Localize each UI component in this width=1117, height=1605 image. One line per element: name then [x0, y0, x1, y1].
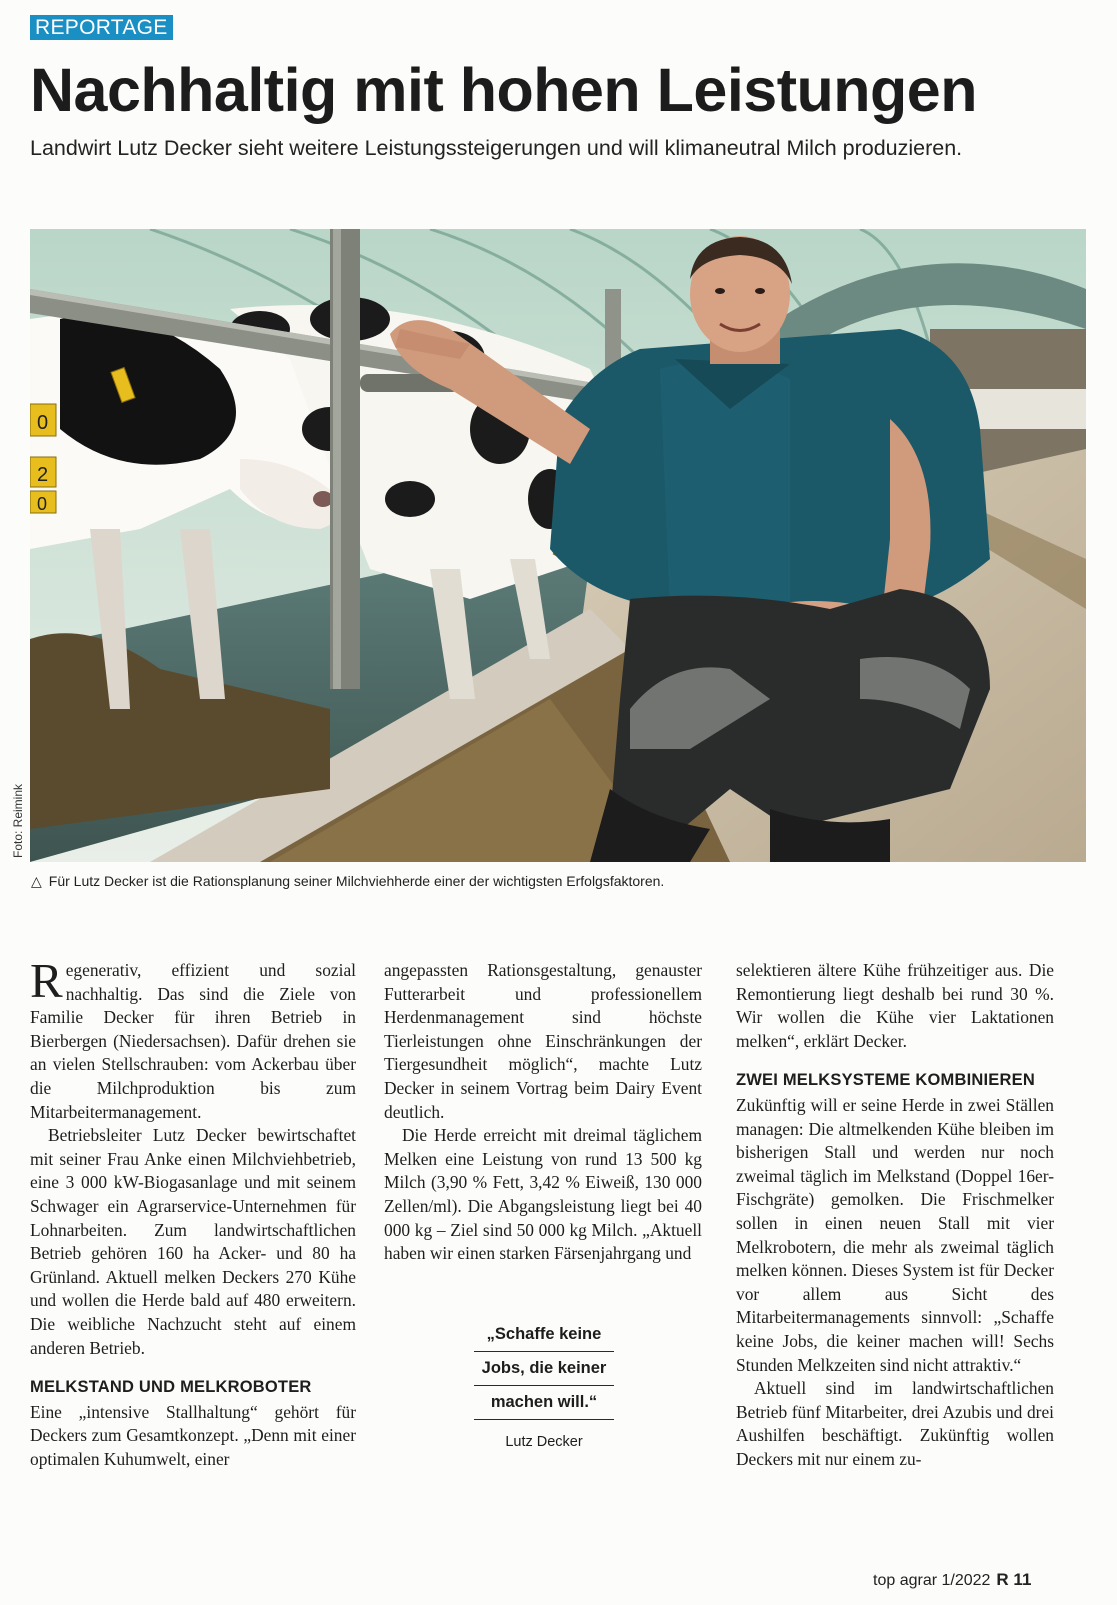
triangle-icon: △	[31, 873, 42, 889]
ear-tag-digit: 0	[37, 494, 48, 514]
paragraph: Aktuell sind im landwirtschaftlichen Betrieb fünf Mitarbeiter, drei Azubis und drei Aushilfen beschäftigt. Zukünftig wollen Deckers mit nur einem zu-	[736, 1378, 1054, 1469]
section-heading: MELKSTAND UND MELKROBOTER	[30, 1378, 312, 1397]
pull-quote-line: „Schaffe keine	[474, 1318, 614, 1352]
photo-credit: Foto: Reimink	[11, 783, 25, 858]
pull-quote	[474, 1318, 614, 1450]
paragraph: selektieren ältere Kühe frühzeitiger aus. Die Remontierung liegt deshalb bei rund 30 %. Wir wollen die Kühe vier Laktationen melken“, erklärt Decker.	[736, 960, 1054, 1051]
paragraph	[30, 953, 356, 1124]
paragraph: Betriebsleiter Lutz Decker bewirtschaftet mit seiner Frau Anke einen Milchviehbetrieb, eine 3 000 kW-Biogasanlage und mit seinem Schwager ein Agrarservice-Unternehmen für Lohnarbeiten. Zum landwirtschaftlichen Betrieb gehören 160 ha Acker- und 80 ha Grünland. Aktuell melken Deckers 270 Kühe und wollen die Herde bald auf 480 erweitern. Die weibliche Nachzucht steht auf einem anderen Betrieb.	[30, 1125, 356, 1358]
pull-quote-line: Jobs, die keiner	[474, 1352, 614, 1386]
article-photo	[30, 229, 1086, 862]
section-heading: ZWEI MELKSYSTEME KOMBINIEREN	[736, 1071, 1035, 1090]
caption-text: Für Lutz Decker ist die Rationsplanung seiner Milchviehherde einer der wichtigsten Erfolgsfaktoren.	[48, 873, 665, 889]
pull-quote-author: Lutz Decker	[505, 1434, 583, 1450]
section-kicker: REPORTAGE	[30, 15, 173, 40]
ear-tag-digit: 0	[37, 412, 49, 434]
text-column-2	[384, 959, 702, 1266]
text-column-1	[30, 953, 356, 1471]
magazine-issue: top agrar 1/2022	[873, 1572, 991, 1589]
text-column-3	[736, 959, 1054, 1471]
pull-quote-line: machen will.“	[474, 1386, 614, 1420]
drop-cap: R	[30, 953, 63, 1008]
article-headline: Nachhaltig mit hohen Leistungen	[30, 56, 977, 124]
paragraph: Eine „intensive Stallhaltung“ gehört für Deckers zum Gesamtkonzept. „Denn mit einer optimalen Kuhumwelt, einer	[30, 1401, 356, 1469]
paragraph-text: egenerativ, effizient und sozial nachhaltig. Das sind die Ziele von Familie Decker für ihren Betrieb in Bierbergen (Niedersachsen). Dafür drehen sie an vielen Stellschrauben: vom Ackerbau über die Milchproduktion bis zum Mitarbeitermanagement.	[30, 960, 356, 1122]
page-number: R 11	[996, 1570, 1032, 1589]
paragraph: Zukünftig will er seine Herde in zwei Ställen managen: Die altmelkenden Kühe bleiben im bisherigen Stall und werden nur noch zweimal täglich im Melkstand (Doppel 16er-Fischgräte) gemolken. Die Frischmelker sollen in einen neuen Stall mit vier Melkrobotern, die mehr als zweimal täglich melken können. Dieses System ist für Decker vor allem aus Sicht des Mitarbeitermanagements sinnvoll: „Schaffe keine Jobs, die keiner machen will! Sechs Stunden Melkzeiten sind nicht attraktiv.“	[736, 1094, 1054, 1375]
paragraph: Die Herde erreicht mit dreimal täglichem Melken eine Leistung von rund 13 500 kg Milch (3,90 % Fett, 3,42 % Eiweiß, 130 000 Zellen/ml). Die Abgangsleistung liegt bei 40 000 kg – Ziel sind 50 000 kg Milch. „Aktuell haben wir einen starken Färsenjahrgang und	[384, 1125, 702, 1264]
photo-caption	[31, 873, 664, 890]
page-footer	[873, 1570, 1031, 1590]
paragraph: angepassten Rationsgestaltung, genauster Futterarbeit und professionellem Herdenmanagement sind höchste Tierleistungen ohne Einschränkungen der Tiergesundheit möglich“, machte Lutz Decker in seinem Vortrag beim Dairy Event deutlich.	[384, 960, 702, 1122]
article-subtitle: Landwirt Lutz Decker sieht weitere Leistungssteigerungen und will klimaneutral Milch produzieren.	[30, 136, 963, 160]
ear-tag-digit: 2	[37, 464, 49, 486]
